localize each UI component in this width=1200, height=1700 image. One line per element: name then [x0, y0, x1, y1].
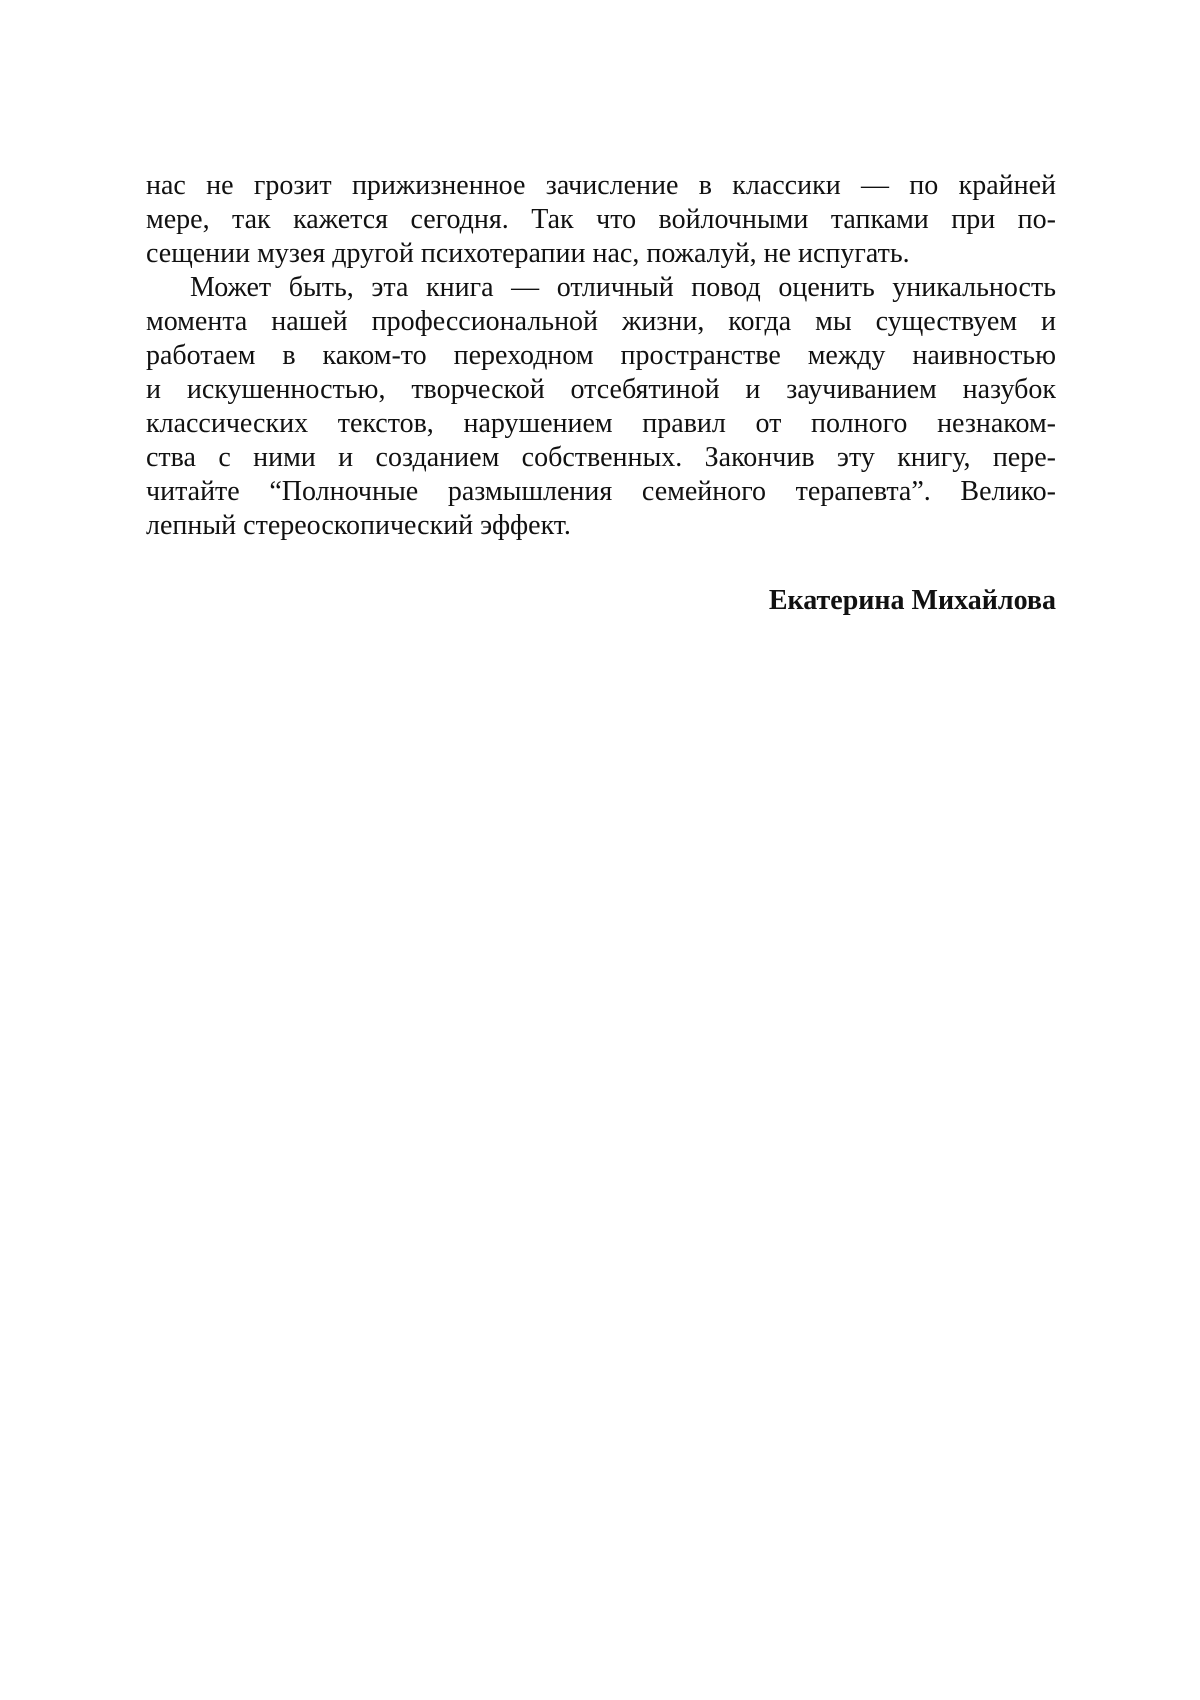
text-line: работаем в каком-то переходном пространстве между наивностью [146, 340, 1056, 371]
body-text [146, 169, 1056, 543]
paragraph-2 [146, 271, 1056, 543]
text-line: сещении музея другой психотерапии нас, пожалуй, не испугать. [146, 238, 910, 269]
text-line: ства с ними и созданием собственных. Закончив эту книгу, пере- [146, 442, 1056, 473]
text-line: классических текстов, нарушением правил от полного незнаком- [146, 408, 1056, 439]
paragraph-1 [146, 169, 1056, 271]
text-line: и искушенностью, творческой отсебятиной и заучиванием назубок [146, 374, 1056, 405]
text-line: лепный стереоскопический эффект. [146, 510, 571, 541]
author-signature: Екатерина Михайлова [768, 585, 1056, 616]
text-line: Может быть, эта книга — отличный повод оценить уникальность [190, 272, 1056, 303]
text-line: нас не грозит прижизненное зачисление в классики — по крайней [146, 170, 1056, 201]
text-line: мере, так кажется сегодня. Так что войлочными тапками при по- [146, 204, 1056, 235]
text-line: момента нашей профессиональной жизни, когда мы существуем и [146, 306, 1056, 337]
text-line: читайте “Полночные размышления семейного терапевта”. Велико- [146, 476, 1056, 507]
